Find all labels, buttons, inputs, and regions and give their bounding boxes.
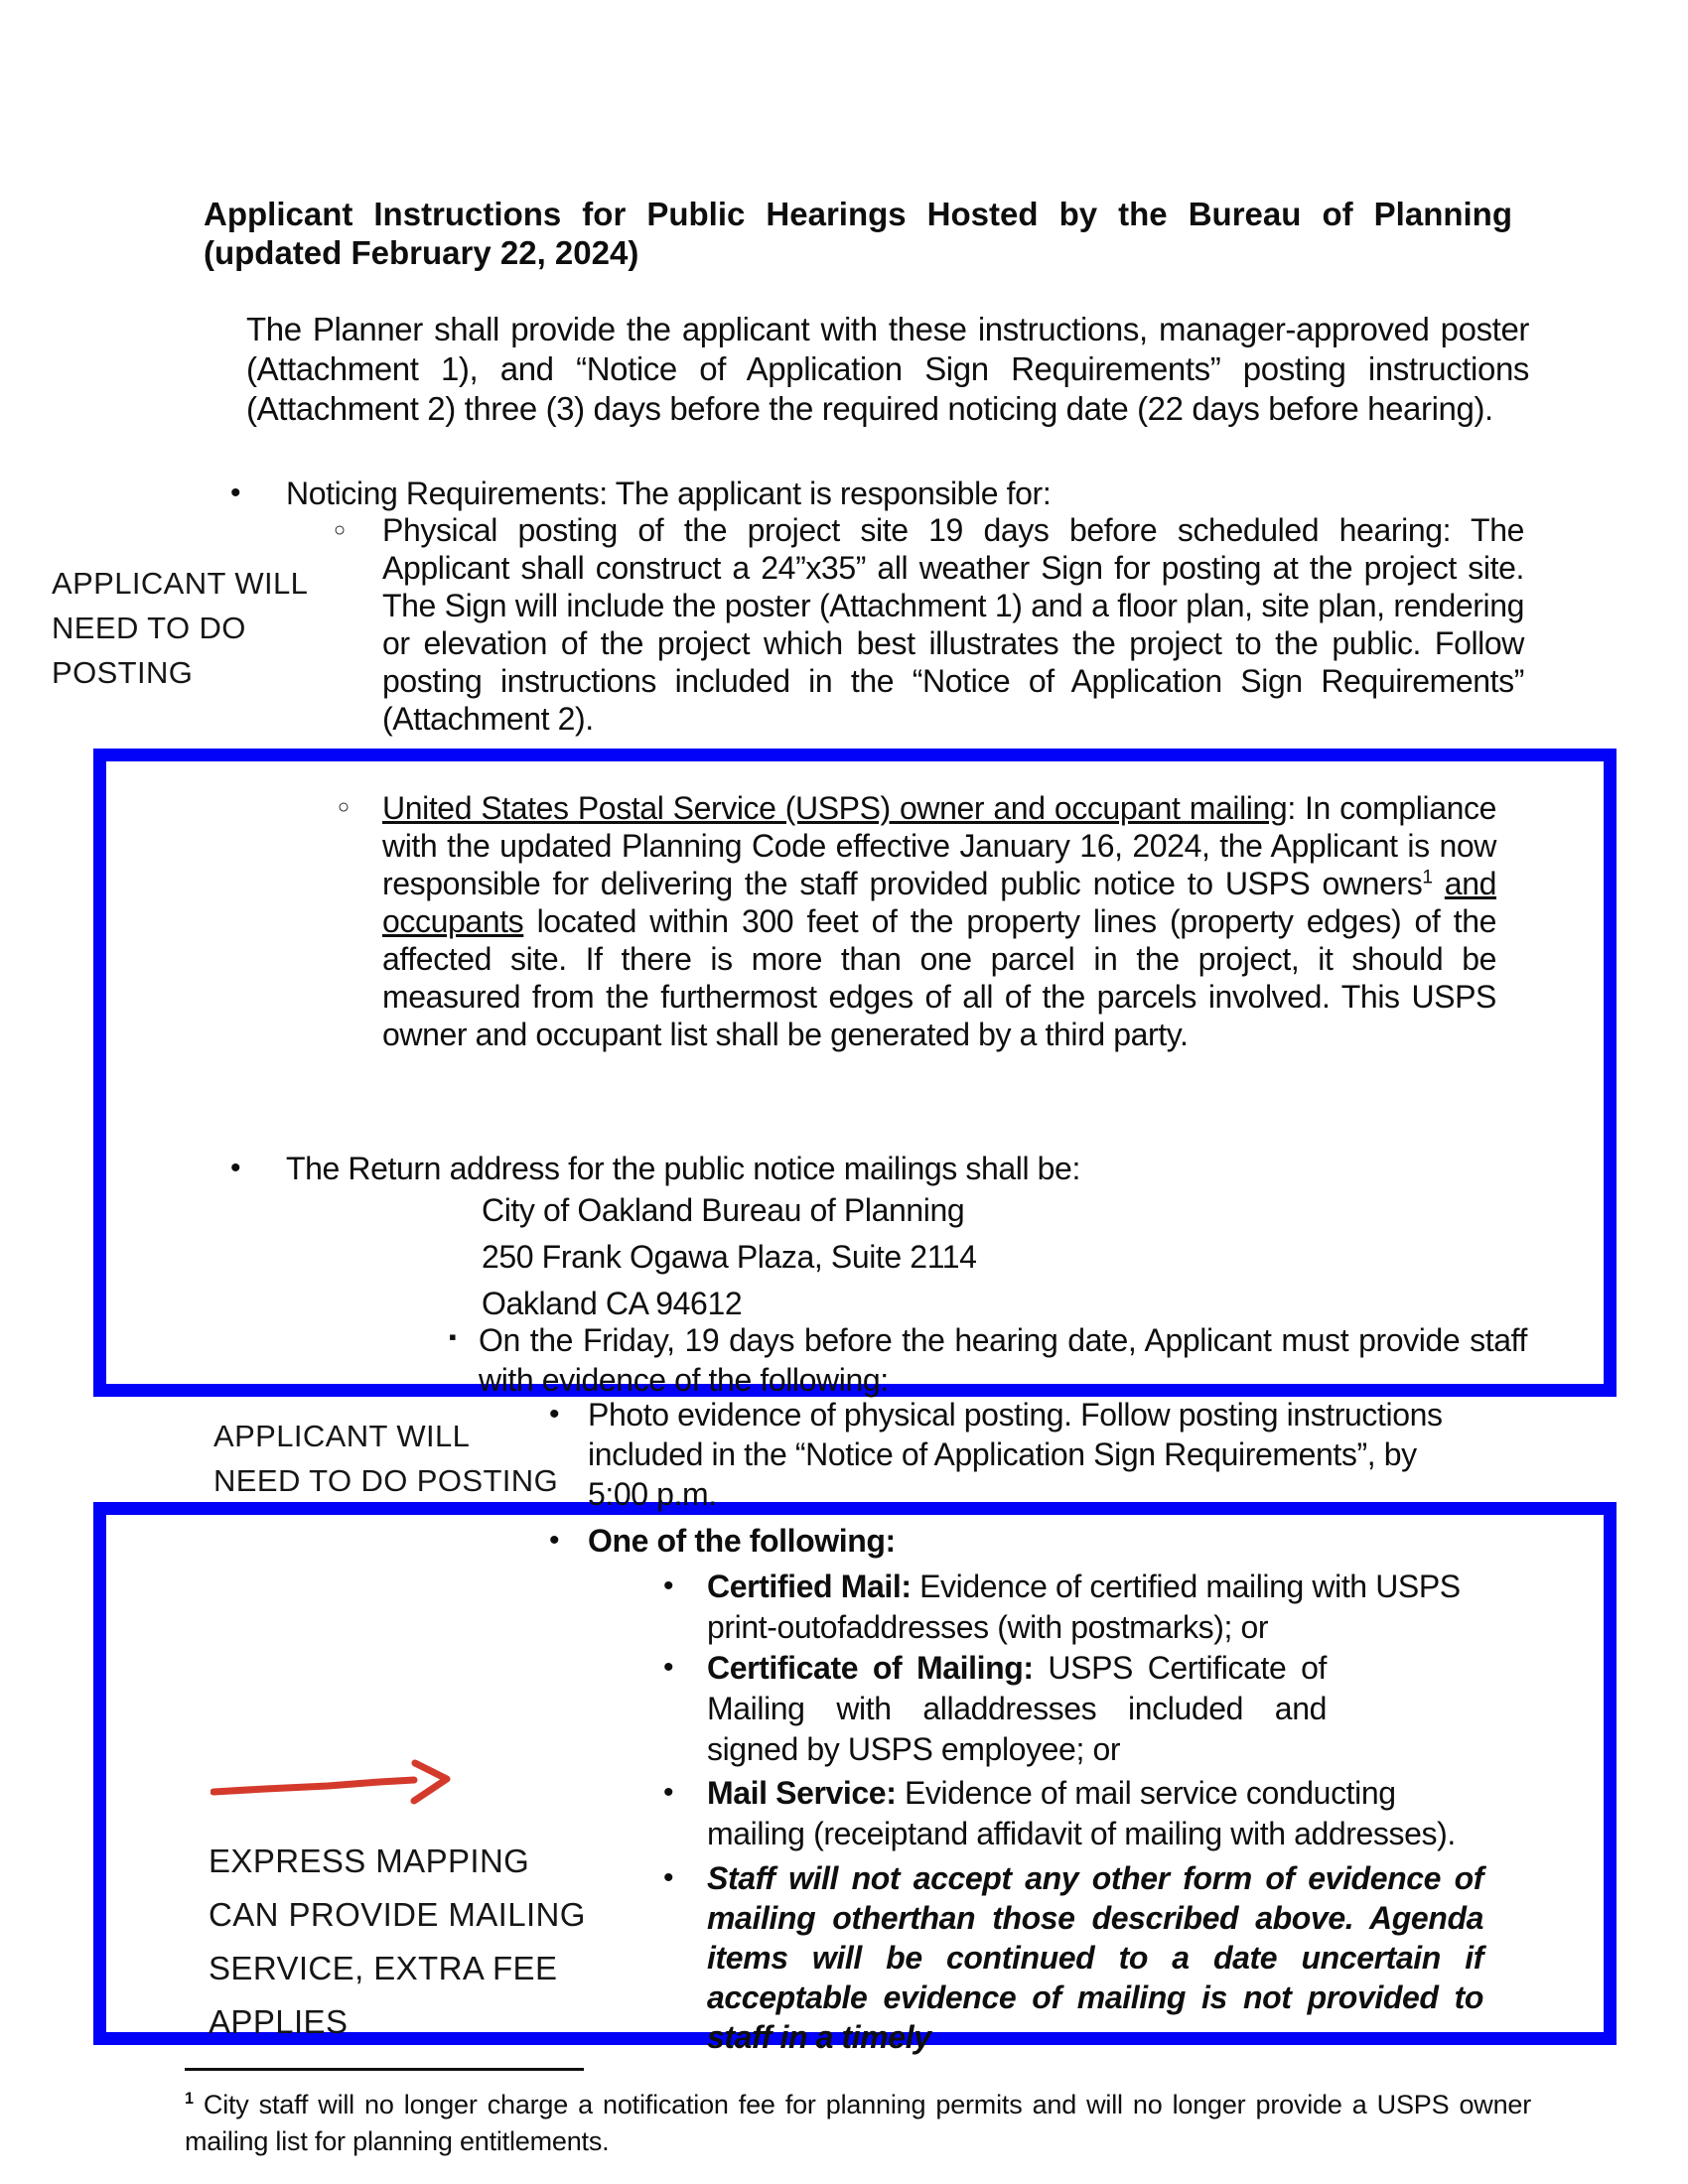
address-line: City of Oakland Bureau of Planning [482,1192,965,1228]
bullet-icon: • [230,477,241,509]
annotation-line: CAN PROVIDE MAILING [209,1896,586,1933]
annotation-line: APPLICANT WILL [213,1419,471,1453]
annotation-line: NEED TO DO [52,611,246,645]
circle-bullet-icon: ○ [338,796,351,818]
circle-bullet-icon: ○ [334,519,347,541]
noticing-requirements-text: Noticing Requirements: The applicant is responsible for: [286,476,1052,511]
option-text: Evidence of certified mailing with USPS print-outofaddresses (with postmarks); or [707,1569,1461,1645]
footnote-number: 1 [185,2090,194,2108]
usps-body-after: located within 300 feet of the property lines (property edges) of the affected site. If there is more than one parcel in the project, it should be measured from the furthermost edges of all of the parcels involved. This USPS owner and occupant list shall be generated by a third party. [382,903,1496,1052]
option-text: USPS Certificate of Mailing with alladdresses included and signed by USPS employee; or [707,1650,1327,1767]
annotation-line: EXPRESS MAPPING [209,1843,530,1879]
annotation-line: POSTING [52,655,194,690]
annotation-line: APPLIES [209,2003,349,2040]
margin-annotation-express-mapping [209,1835,586,2049]
bullet-icon: • [549,1524,560,1557]
option-label: Certified Mail: [707,1569,912,1604]
footnote-divider [185,2068,584,2071]
return-address-intro: The Return address for the public notice mailings shall be: [286,1151,1080,1186]
photo-evidence-paragraph: Photo evidence of physical posting. Follow posting instructions included in the “Notice of Application Sign Requirements”, by 5:00 p.m. [588,1397,1443,1512]
staff-warning-paragraph: Staff will not accept any other form of evidence of mailing otherthan those described above. Agenda items will be continued to a date uncertain if acceptable evidence of mailing is not provided to staff in a timely [707,1860,1483,2055]
bullet-icon: • [663,1570,674,1602]
bullet-icon: • [549,1398,560,1431]
footnote-body: City staff will no longer charge a notification fee for planning permits and will no longer provide a USPS owner mailing list for planning entitlements. [185,2090,1531,2156]
usps-underlined-lead: United States Postal Service (USPS) owner and occupant mailing [382,790,1288,826]
usps-body-before-ref: In compliance with the updated Planning Code effective January 16, 2024, the Applicant is now responsible for delivering the staff provided public notice to USPS owners [382,790,1497,901]
bullet-icon: • [663,1651,674,1684]
margin-annotation-posting-2 [213,1414,558,1503]
bullet-icon: • [663,1776,674,1809]
address-line: 250 Frank Ogawa Plaza, Suite 2114 [482,1239,977,1275]
square-bullet-icon: ▪ [449,1324,457,1349]
bullet-icon: • [230,1152,241,1184]
intro-paragraph: The Planner shall provide the applicant with these instructions, manager-approved poster (Attachment 1), and “Notice of Application Sign Requirements” posting instructions (Attachment 2) three (3) days before the required noticing date (22 days before hearing). [246,311,1529,427]
red-arrow-annotation [211,1759,467,1811]
evidence-option-mail-service [707,1773,1481,1854]
usps-colon: : [1287,790,1306,826]
friday-evidence-paragraph: On the Friday, 19 days before the hearing date, Applicant must provide staff with evidence of the following: [479,1322,1527,1398]
bullet-icon: • [663,1861,674,1894]
evidence-option-certified-mail [707,1567,1464,1648]
one-of-following-heading: One of the following: [588,1523,896,1559]
option-label: Mail Service: [707,1775,897,1811]
option-label: Certificate of Mailing: [707,1650,1034,1686]
usps-underlined-occupants: and occupants [382,866,1496,939]
annotation-line: NEED TO DO POSTING [213,1463,559,1498]
margin-annotation-posting-1 [52,561,308,695]
annotation-line: SERVICE, EXTRA FEE [209,1950,558,1986]
evidence-option-certificate-of-mailing [707,1648,1327,1770]
annotation-line: APPLICANT WILL [52,566,309,601]
page-title: Applicant Instructions for Public Hearings Hosted by the Bureau of Planning (updated February 22, 2024) [204,196,1512,271]
footnote-text [185,2087,1531,2160]
footnote-reference-mark: 1 [1422,867,1433,888]
usps-mailing-paragraph [382,789,1496,1053]
address-line: Oakland CA 94612 [482,1286,743,1321]
option-text: Evidence of mail service conducting mailing (receiptand affidavit of mailing with addresses). [707,1775,1456,1851]
physical-posting-paragraph: Physical posting of the project site 19 days before scheduled hearing: The Applicant shall construct a 24”x35” all weather Sign for posting at the project site. The Sign will include the poster (Attachment 1) and a floor plan, site plan, rendering or elevation of the project which best illustrates the project to the public. Follow posting instructions included in the “Notice of Application Sign Requirements” (Attachment 2). [382,512,1524,737]
